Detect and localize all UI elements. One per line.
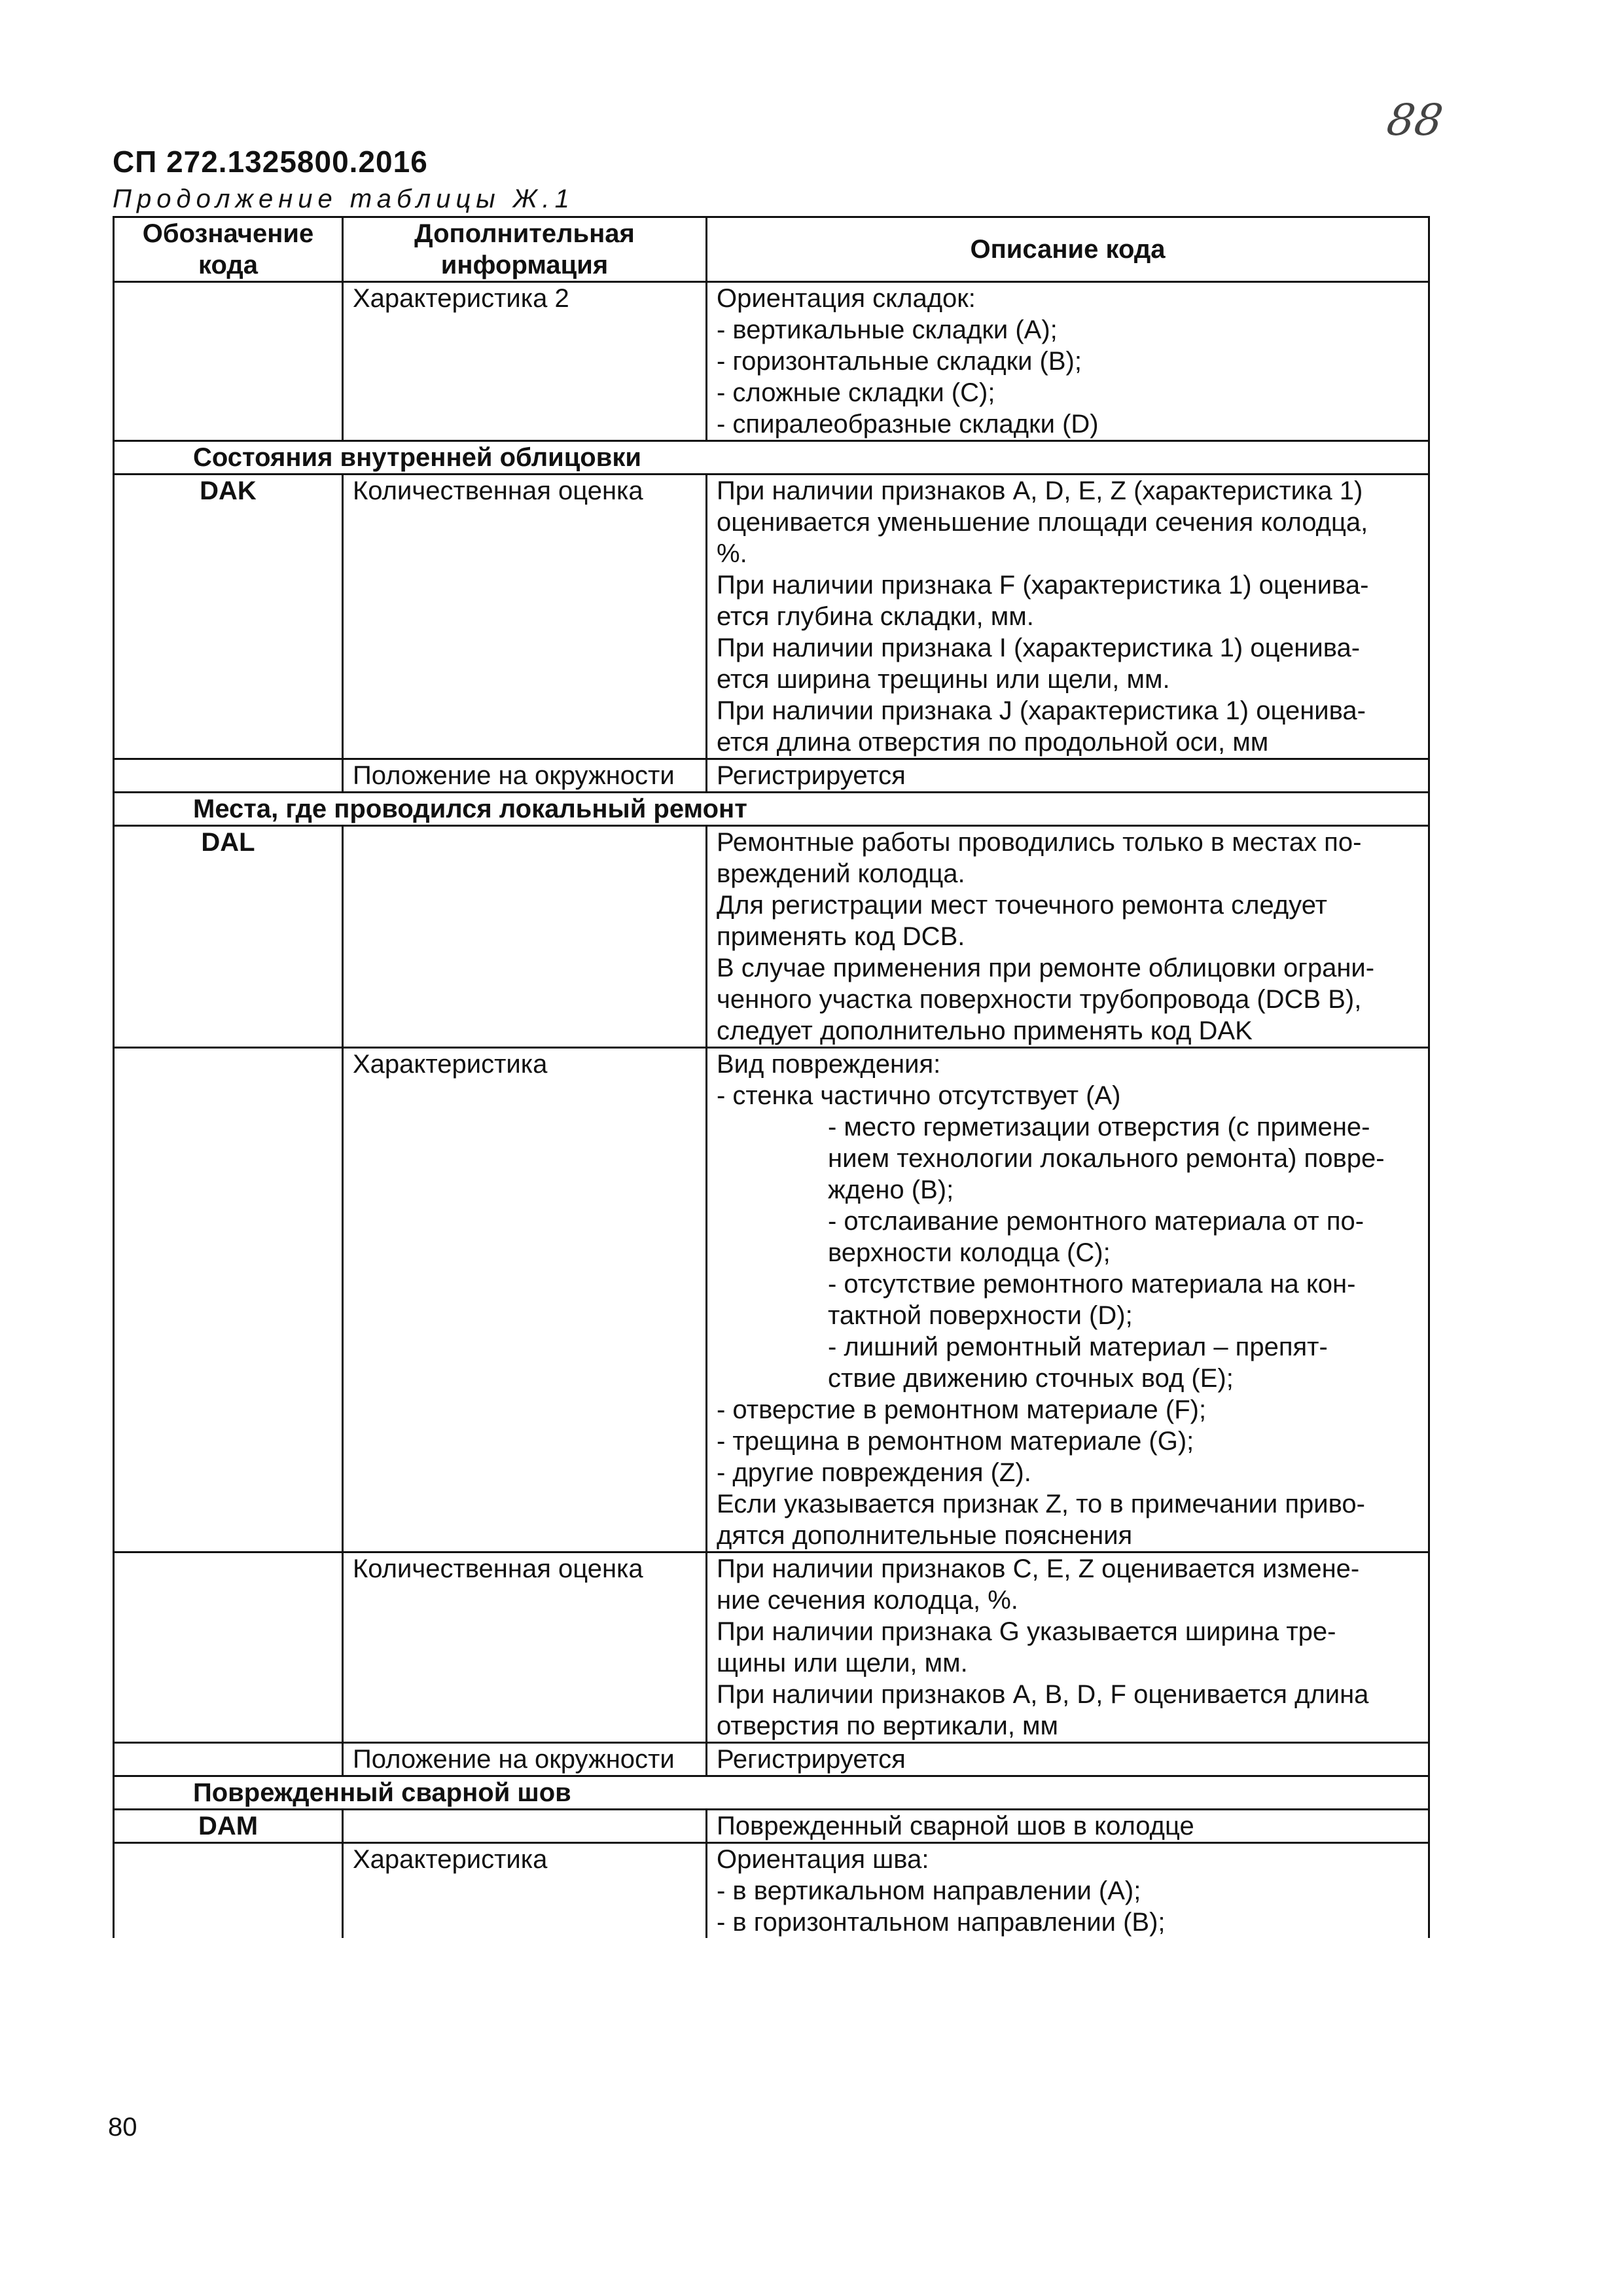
page-number: 80: [108, 2113, 137, 2142]
description-line: При наличии признаков A, D, E, Z (характеристика 1): [717, 476, 1363, 505]
description-line: тактной поверхности (D);: [828, 1301, 1133, 1330]
description-line: - отверстие в ремонтном материале (F);: [717, 1395, 1207, 1424]
description-line: ченного участка поверхности трубопровода (DCB B),: [717, 985, 1362, 1014]
code-cell: [114, 759, 343, 793]
description-line: - спиралеобразные складки (D): [717, 410, 1099, 439]
description-cell: [707, 475, 1429, 759]
description-line: - вертикальные складки (A);: [717, 315, 1058, 344]
table-row: [114, 1843, 1429, 1939]
section-row: [114, 441, 1429, 475]
description-line: нием технологии локального ремонта) повре-: [828, 1144, 1385, 1173]
code-cell: DAM: [114, 1810, 343, 1843]
description-cell: [707, 1843, 1429, 1939]
description-line: применять код DCB.: [717, 922, 965, 951]
section-title: Поврежденный сварной шов: [114, 1776, 1429, 1810]
table-row: [114, 759, 1429, 793]
description-line: - отсутствие ремонтного материала на кон-: [828, 1270, 1356, 1299]
table-row: [114, 826, 1429, 1048]
section-title: Состояния внутренней облицовки: [114, 441, 1429, 475]
description-line: Ориентация шва:: [717, 1845, 929, 1874]
table-row: [114, 1743, 1429, 1776]
description-line: ется ширина трещины или щели, мм.: [717, 665, 1170, 694]
description-line: При наличии признаков A, B, D, F оценивается длина: [717, 1680, 1369, 1709]
column-header-code: [114, 217, 343, 282]
description-cell: [707, 1552, 1429, 1743]
description-line: - трещина в ремонтном материале (G);: [717, 1427, 1194, 1456]
info-cell: Положение на окружности: [343, 759, 707, 793]
description-cell: [707, 826, 1429, 1048]
description-cell: [707, 282, 1429, 441]
code-cell: [114, 1552, 343, 1743]
description-line: Если указывается признак Z, то в примечании приво-: [717, 1490, 1365, 1518]
description-line: %.: [717, 539, 747, 568]
codes-table: [113, 216, 1430, 1938]
description-line: Регистрируется: [717, 1745, 906, 1774]
description-line: ние сечения колодца, %.: [717, 1586, 1018, 1615]
description-line: оценивается уменьшение площади сечения колодца,: [717, 508, 1368, 537]
description-line: При наличии признаков C, E, Z оценивается измене-: [717, 1554, 1360, 1583]
description-line: В случае применения при ремонте облицовки ограни-: [717, 954, 1375, 982]
description-line: Регистрируется: [717, 761, 906, 790]
document-code: СП 272.1325800.2016: [113, 145, 428, 179]
info-cell: Характеристика: [343, 1843, 707, 1939]
description-line: При наличии признака G указывается ширина тре-: [717, 1617, 1336, 1646]
table-row: [114, 1552, 1429, 1743]
description-line: Вид повреждения:: [717, 1050, 941, 1079]
description-line: вреждений колодца.: [717, 859, 965, 888]
column-header-line: Обозначение: [142, 219, 314, 248]
description-line: ждено (B);: [828, 1175, 954, 1204]
description-cell: [707, 1810, 1429, 1843]
column-header-line: Дополнительная: [414, 219, 635, 248]
section-row: [114, 793, 1429, 826]
description-line: - место герметизации отверстия (с примене-: [828, 1113, 1370, 1141]
description-line: - отслаивание ремонтного материала от по-: [828, 1207, 1364, 1236]
table-header-row: [114, 217, 1429, 282]
description-cell: [707, 1048, 1429, 1552]
info-cell: Характеристика: [343, 1048, 707, 1552]
column-header-line: Описание кода: [970, 235, 1166, 264]
description-line: - другие повреждения (Z).: [717, 1458, 1031, 1487]
code-cell: [114, 1843, 343, 1939]
code-cell: [114, 282, 343, 441]
code-cell: [114, 1743, 343, 1776]
description-line: дятся дополнительные пояснения: [717, 1521, 1133, 1550]
code-cell: DAK: [114, 475, 343, 759]
info-cell: [343, 826, 707, 1048]
section-title: Места, где проводился локальный ремонт: [114, 793, 1429, 826]
table-row: [114, 1048, 1429, 1552]
code-cell: [114, 1048, 343, 1552]
description-line: - горизонтальные складки (B);: [717, 347, 1082, 376]
table-continuation-caption: Продолжение таблицы Ж.1: [113, 185, 575, 213]
info-cell: Количественная оценка: [343, 475, 707, 759]
column-header-description: [707, 217, 1429, 282]
column-header-line: информация: [440, 251, 609, 279]
description-line: отверстия по вертикали, мм: [717, 1712, 1059, 1740]
description-cell: [707, 1743, 1429, 1776]
description-line: - в горизонтальном направлении (B);: [717, 1908, 1166, 1937]
table-row: [114, 282, 1429, 441]
table-row: [114, 475, 1429, 759]
description-line: - лишний ремонтный материал – препят-: [828, 1333, 1328, 1361]
code-cell: DAL: [114, 826, 343, 1048]
description-cell: [707, 759, 1429, 793]
info-cell: Характеристика 2: [343, 282, 707, 441]
section-row: [114, 1776, 1429, 1810]
info-cell: Количественная оценка: [343, 1552, 707, 1743]
description-line: Ремонтные работы проводились только в местах по-: [717, 828, 1362, 857]
info-cell: Положение на окружности: [343, 1743, 707, 1776]
description-line: - в вертикальном направлении (A);: [717, 1876, 1141, 1905]
description-line: следует дополнительно применять код DAK: [717, 1016, 1253, 1045]
description-line: При наличии признака I (характеристика 1) оценива-: [717, 634, 1361, 662]
description-line: - сложные складки (C);: [717, 378, 995, 407]
description-line: Ориентация складок:: [717, 284, 976, 313]
column-header-line: кода: [198, 251, 259, 279]
description-line: верхности колодца (C);: [828, 1238, 1111, 1267]
description-line: При наличии признака J (характеристика 1) оценива-: [717, 696, 1366, 725]
description-line: При наличии признака F (характеристика 1) оценива-: [717, 571, 1369, 600]
description-line: Для регистрации мест точечного ремонта следует: [717, 891, 1327, 920]
description-line: ется длина отверстия по продольной оси, мм: [717, 728, 1269, 757]
description-line: ствие движению сточных вод (E);: [828, 1364, 1234, 1393]
handwritten-page-mark: 88: [1383, 95, 1446, 145]
info-cell: [343, 1810, 707, 1843]
description-line: Поврежденный сварной шов в колодце: [717, 1812, 1194, 1840]
description-line: щины или щели, мм.: [717, 1649, 968, 1677]
description-line: - стенка частично отсутствует (A): [717, 1081, 1121, 1110]
description-line: ется глубина складки, мм.: [717, 602, 1034, 631]
table-row: [114, 1810, 1429, 1843]
column-header-info: [343, 217, 707, 282]
